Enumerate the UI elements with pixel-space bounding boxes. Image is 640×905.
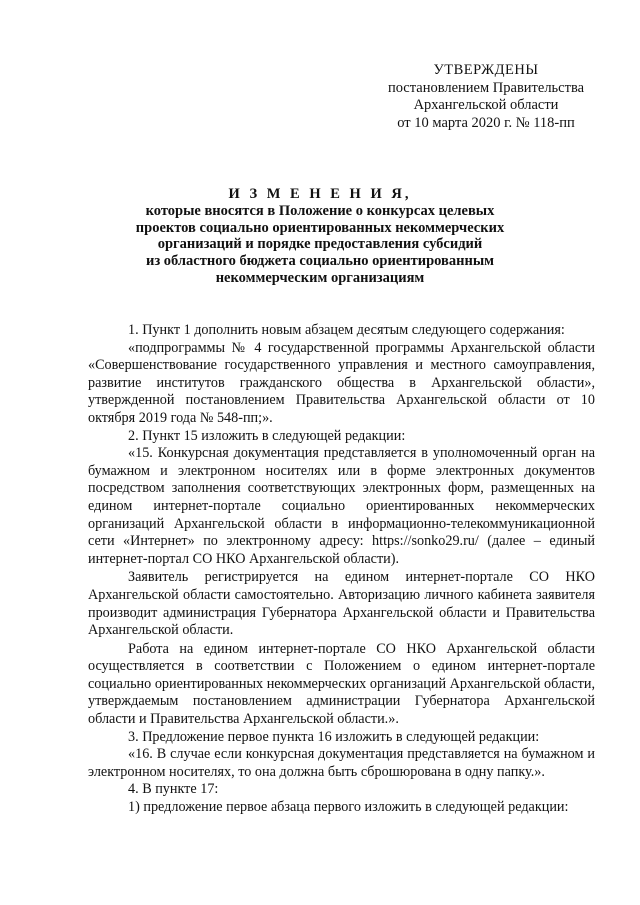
approval-date: от 10 марта 2020 г. № 118-пп <box>397 114 575 131</box>
paragraph: «подпрограммы № 4 государственной программы Архангельской области «Совершенствование государственного управления и местного самоуправления, развитие институтов гражданского общества в Архангельской области», утвержденной постановлением Правительства Архангельской области от 10 октября 2019 года № 548-пп;». <box>88 339 595 426</box>
approval-line: Архангельской области <box>413 97 559 114</box>
document-title <box>90 186 550 287</box>
paragraph: 1. Пункт 1 дополнить новым абзацем десятым следующего содержания: <box>128 322 565 338</box>
paragraph: «15. Конкурсная документация представляется в уполномоченный орган на бумажном и электронном носителях или в форме электронных документов посредством заполнения соответствующих электронных форм, размещенных на едином интернет-портале социально ориентированных некоммерческих организаций Архангельской области в информационно-телекоммуникационной сети «Интернет» по электронному адресу: https://sonko29.ru/ (далее – единый интернет-портал СО НКО Архангельской области). <box>88 445 595 567</box>
title-line: которые вносятся в Положение о конкурсах целевых <box>145 202 495 219</box>
title-line: проектов социально ориентированных некоммерческих <box>135 219 505 236</box>
approval-line: постановлением Правительства <box>387 79 585 96</box>
title-line: некоммерческим организациям <box>215 269 425 286</box>
paragraph: 4. В пункте 17: <box>128 781 219 798</box>
paragraph: Заявитель регистрируется на едином интернет-портале СО НКО Архангельской области самостоятельно. Авторизацию личного кабинета заявителя производит администрация Губернатора Архангельской области и Правительства Архангельской области. <box>88 569 595 639</box>
paragraph: Работа на едином интернет-портале СО НКО Архангельской области осуществляется в соответствии с Положением о едином интернет-портале социально ориентированных некоммерческих организаций Архангельской области, утверждаемым постановлением администрации Губернатора Архангельской области и Правительства Архангельской области.». <box>88 640 595 728</box>
approval-block <box>372 62 600 132</box>
paragraph: 2. Пункт 15 изложить в следующей редакции: <box>128 427 406 444</box>
paragraph: 1) предложение первое абзаца первого изложить в следующей редакции: <box>128 799 569 816</box>
paragraph: 3. Предложение первое пункта 16 изложить в следующей редакции: <box>128 728 540 745</box>
approval-title: УТВЕРЖДЕНЫ <box>433 62 539 78</box>
title-line: организаций и порядке предоставления субсидий <box>157 236 483 253</box>
paragraph: «16. В случае если конкурсная документация представляется на бумажном и электронном носителях, то она должна быть сброшюрована в одну папку.». <box>88 746 595 780</box>
title-heading: И З М Е Н Е Н И Я, <box>228 186 412 202</box>
document-body <box>88 322 595 817</box>
title-line: из областного бюджета социально ориентированным <box>145 253 495 270</box>
